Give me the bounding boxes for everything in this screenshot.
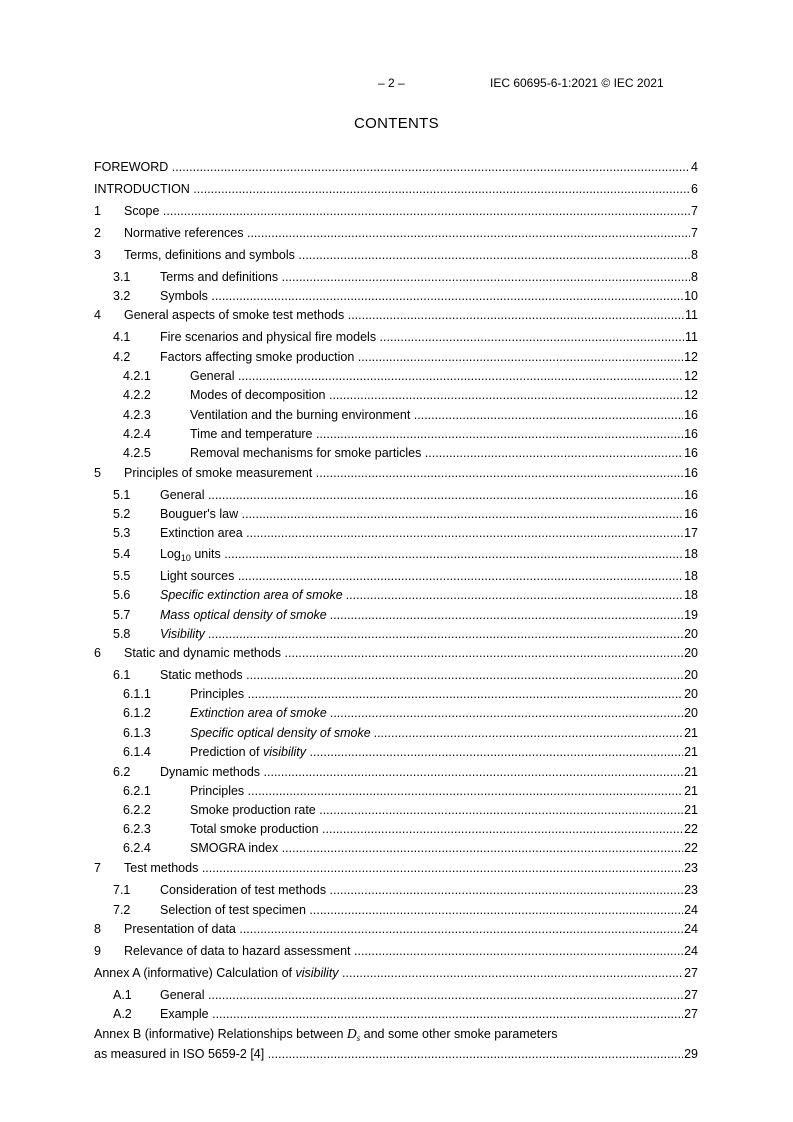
toc-number: 5.5 <box>113 569 131 583</box>
toc-number: 5.8 <box>113 627 131 641</box>
title-italic: visibility <box>262 745 307 759</box>
toc-page: 16 <box>684 466 698 480</box>
subscript: s <box>356 1033 361 1043</box>
toc-entry-5-6[interactable] <box>94 588 698 603</box>
toc-entry-5-5[interactable] <box>94 569 698 584</box>
toc-page: 16 <box>684 408 698 422</box>
toc-entry-3[interactable] <box>94 248 698 263</box>
toc-number: A.1 <box>113 988 132 1002</box>
toc-number: 4.2.5 <box>123 446 151 460</box>
toc-page: 8 <box>691 270 698 284</box>
toc-page: 29 <box>684 1047 698 1061</box>
toc-title: Total smoke production ..... <box>190 822 698 836</box>
toc-entry-5-1[interactable] <box>94 488 698 503</box>
toc-number: 3.2 <box>113 289 131 303</box>
toc-entry-6-2-2[interactable] <box>94 803 698 818</box>
toc-title: Presentation of data ..... <box>124 922 698 936</box>
toc-title: Principles ..... <box>190 687 698 701</box>
toc-title: Visibility ..... <box>160 627 698 641</box>
toc-page: 11 <box>685 330 698 344</box>
toc-title <box>160 547 698 561</box>
toc-number: 5.7 <box>113 608 131 622</box>
toc-entry-6-2-4[interactable] <box>94 841 698 856</box>
toc-entry-3-2[interactable] <box>94 289 698 304</box>
toc-number: 5.2 <box>113 507 131 521</box>
toc-entry-4-2-4[interactable] <box>94 427 698 442</box>
toc-number: 6.1.1 <box>123 687 151 701</box>
toc-page: 22 <box>684 822 698 836</box>
toc-entry-4[interactable] <box>94 308 698 323</box>
toc-number: 1 <box>94 204 101 218</box>
toc-entry-4-1[interactable] <box>94 330 698 345</box>
toc-number: 3.1 <box>113 270 131 284</box>
toc-number: 5.3 <box>113 526 131 540</box>
toc-title: General aspects of smoke test methods ..... <box>124 308 698 322</box>
toc-title: Fire scenarios and physical fire models ..... <box>160 330 698 344</box>
toc-number: 6.2.2 <box>123 803 151 817</box>
toc-entry-foreword[interactable] <box>94 160 698 175</box>
toc-entry-6[interactable] <box>94 646 698 661</box>
toc-number: 3 <box>94 248 101 262</box>
toc-number: 7.1 <box>113 883 131 897</box>
toc-entry-6-1-3[interactable] <box>94 726 698 741</box>
toc-entry-5-3[interactable] <box>94 526 698 541</box>
toc-number: 7 <box>94 861 101 875</box>
toc-page: 12 <box>684 388 698 402</box>
toc-title: Test methods ..... <box>124 861 698 875</box>
title-italic: visibility <box>295 966 339 980</box>
toc-number: 5 <box>94 466 101 480</box>
toc-number: 4 <box>94 308 101 322</box>
toc-title: Terms, definitions and symbols ..... <box>124 248 698 262</box>
toc-page: 21 <box>684 726 698 740</box>
toc-entry-annex-a[interactable] <box>94 966 698 981</box>
toc-page: 20 <box>684 706 698 720</box>
toc-page: 6 <box>691 182 698 196</box>
toc-number: 6.1.2 <box>123 706 151 720</box>
toc-number: 5.1 <box>113 488 131 502</box>
toc-page: 12 <box>684 350 698 364</box>
toc-number: 4.2 <box>113 350 131 364</box>
toc-title: Modes of decomposition ..... <box>190 388 698 402</box>
toc-title: Ventilation and the burning environment ..... <box>190 408 698 422</box>
toc-entry-1[interactable] <box>94 204 698 219</box>
toc-page: 18 <box>684 547 698 561</box>
toc-title: Bouguer's law ..... <box>160 507 698 521</box>
toc-page: 12 <box>684 369 698 383</box>
toc-page: 20 <box>684 646 698 660</box>
toc-entry-a-1[interactable] <box>94 988 698 1003</box>
title-text: Prediction of <box>190 745 263 759</box>
toc-number: 4.1 <box>113 330 131 344</box>
toc-page: 17 <box>684 526 698 540</box>
toc-entry-6-1-2[interactable] <box>94 706 698 721</box>
toc-title: Light sources ..... <box>160 569 698 583</box>
toc-page: 23 <box>684 883 698 897</box>
toc-number: 6.1.3 <box>123 726 151 740</box>
toc-title: Symbols ..... <box>160 289 698 303</box>
toc-entry-6-1-1[interactable] <box>94 687 698 702</box>
toc-page: 20 <box>684 668 698 682</box>
toc-entry-8[interactable] <box>94 922 698 937</box>
toc-number: 8 <box>94 922 101 936</box>
toc-entry-5[interactable] <box>94 466 698 481</box>
toc-page: 27 <box>684 988 698 1002</box>
toc-page: 21 <box>684 784 698 798</box>
toc-title: Principles ..... <box>190 784 698 798</box>
toc-entry-4-2-2[interactable] <box>94 388 698 403</box>
toc-title: Terms and definitions ..... <box>160 270 698 284</box>
toc-title: Extinction area ..... <box>160 526 698 540</box>
toc-page: 27 <box>684 966 698 980</box>
toc-entry-2[interactable] <box>94 226 698 241</box>
toc-title: Selection of test specimen ..... <box>160 903 698 917</box>
toc-number: 4.2.2 <box>123 388 151 402</box>
toc-entry-7[interactable] <box>94 861 698 876</box>
toc-page: 10 <box>684 289 698 303</box>
toc-entry-3-1[interactable] <box>94 270 698 285</box>
toc-number: 6.2.4 <box>123 841 151 855</box>
toc-entry-5-4[interactable] <box>94 545 698 563</box>
toc-entry-annex-b-line1[interactable] <box>94 1027 698 1041</box>
toc-page: 7 <box>691 226 698 240</box>
toc-entry-a-2[interactable] <box>94 1007 698 1022</box>
title-text: Annex A (informative) Calculation of <box>94 966 296 980</box>
toc-entry-4-2-5[interactable] <box>94 446 698 461</box>
toc-number: 6.2 <box>113 765 131 779</box>
toc-page: 18 <box>684 588 698 602</box>
toc-entry-6-1[interactable] <box>94 668 698 683</box>
toc-page: 16 <box>684 446 698 460</box>
toc-title: Example ..... <box>160 1007 698 1021</box>
toc-entry-annex-b[interactable] <box>94 1047 698 1062</box>
toc-title <box>94 966 698 980</box>
toc-title: General ..... <box>190 369 698 383</box>
toc-title: as measured in ISO 5659-2 [4] ..... <box>94 1047 698 1061</box>
toc-title: Principles of smoke measurement ..... <box>124 466 698 480</box>
toc-page: 23 <box>684 861 698 875</box>
toc-page: 20 <box>684 687 698 701</box>
toc-title: Removal mechanisms for smoke particles ..... <box>190 446 698 460</box>
toc-title: Static and dynamic methods ..... <box>124 646 698 660</box>
toc-page: 16 <box>684 507 698 521</box>
toc-entry-4-2-1[interactable] <box>94 369 698 384</box>
standard-reference: IEC 60695-6-1:2021 © IEC 2021 <box>490 76 664 90</box>
toc-page: 24 <box>684 903 698 917</box>
toc-number: 5.4 <box>113 547 131 561</box>
toc-title: Specific optical density of smoke ..... <box>190 726 698 740</box>
subscript: 10 <box>180 553 191 561</box>
toc-page: 7 <box>691 204 698 218</box>
toc-page: 16 <box>684 488 698 502</box>
toc-title: Static methods ..... <box>160 668 698 682</box>
toc-entry-introduction[interactable] <box>94 182 698 197</box>
toc-entry-6-2[interactable] <box>94 765 698 780</box>
toc-page: 16 <box>684 427 698 441</box>
toc-entry-5-7[interactable] <box>94 608 698 623</box>
toc-entry-6-2-1[interactable] <box>94 784 698 799</box>
toc-title: Mass optical density of smoke ..... <box>160 608 698 622</box>
toc-entry-6-2-3[interactable] <box>94 822 698 837</box>
toc-page: 24 <box>684 922 698 936</box>
toc-title: Scope ..... <box>124 204 698 218</box>
toc-title: Time and temperature ..... <box>190 427 698 441</box>
toc-title: Consideration of test methods ..... <box>160 883 698 897</box>
toc-page: 24 <box>684 944 698 958</box>
toc-number: A.2 <box>113 1007 132 1021</box>
toc-number: 6 <box>94 646 101 660</box>
toc-number: 4.2.1 <box>123 369 151 383</box>
toc-entry-4-2-3[interactable] <box>94 408 698 423</box>
toc-page: 4 <box>691 160 698 174</box>
toc-number: 6.1.4 <box>123 745 151 759</box>
toc-title: Extinction area of smoke ..... <box>190 706 698 720</box>
toc-page: 21 <box>684 745 698 759</box>
variable-d: D <box>346 1026 357 1041</box>
title-text: and some other smoke parameters <box>360 1027 558 1041</box>
toc-page: 22 <box>684 841 698 855</box>
toc-title: SMOGRA index ..... <box>190 841 698 855</box>
title-text: units <box>190 547 221 561</box>
toc-entry-5-2[interactable] <box>94 507 698 522</box>
toc-title: Relevance of data to hazard assessment ..... <box>124 944 698 958</box>
toc-title: Dynamic methods ..... <box>160 765 698 779</box>
toc-title: FOREWORD ..... <box>94 160 698 174</box>
toc-entry-6-1-4[interactable] <box>94 745 698 760</box>
toc-number: 4.2.4 <box>123 427 151 441</box>
toc-page: 18 <box>684 569 698 583</box>
toc-page: 19 <box>684 608 698 622</box>
toc-title: INTRODUCTION ..... <box>94 182 698 196</box>
toc-page: 27 <box>684 1007 698 1021</box>
contents-title: CONTENTS <box>354 115 439 132</box>
title-text: Log <box>160 547 181 561</box>
toc-page: 11 <box>685 308 698 322</box>
toc-number: 6.2.3 <box>123 822 151 836</box>
title-text: Annex B (informative) Relationships between <box>94 1027 347 1041</box>
toc-entry-7-1[interactable] <box>94 883 698 898</box>
toc-title: Specific extinction area of smoke ..... <box>160 588 698 602</box>
toc-title: Normative references ..... <box>124 226 698 240</box>
toc-page: 21 <box>684 765 698 779</box>
toc-entry-9[interactable] <box>94 944 698 959</box>
toc-title: General ..... <box>160 488 698 502</box>
toc-number: 5.6 <box>113 588 131 602</box>
toc-page: 20 <box>684 627 698 641</box>
toc-number: 6.2.1 <box>123 784 151 798</box>
toc-title <box>190 745 698 759</box>
toc-title: Smoke production rate ..... <box>190 803 698 817</box>
toc-page: 8 <box>691 248 698 262</box>
toc-page: 21 <box>684 803 698 817</box>
toc-number: 6.1 <box>113 668 131 682</box>
toc-number: 4.2.3 <box>123 408 151 422</box>
toc-entry-4-2[interactable] <box>94 350 698 365</box>
toc-number: 9 <box>94 944 101 958</box>
toc-number: 7.2 <box>113 903 131 917</box>
toc-entry-5-8[interactable] <box>94 627 698 642</box>
page-number: – 2 – <box>378 76 405 90</box>
toc-title: General ..... <box>160 988 698 1002</box>
toc-number: 2 <box>94 226 101 240</box>
toc-title: Factors affecting smoke production ..... <box>160 350 698 364</box>
toc-entry-7-2[interactable] <box>94 903 698 918</box>
